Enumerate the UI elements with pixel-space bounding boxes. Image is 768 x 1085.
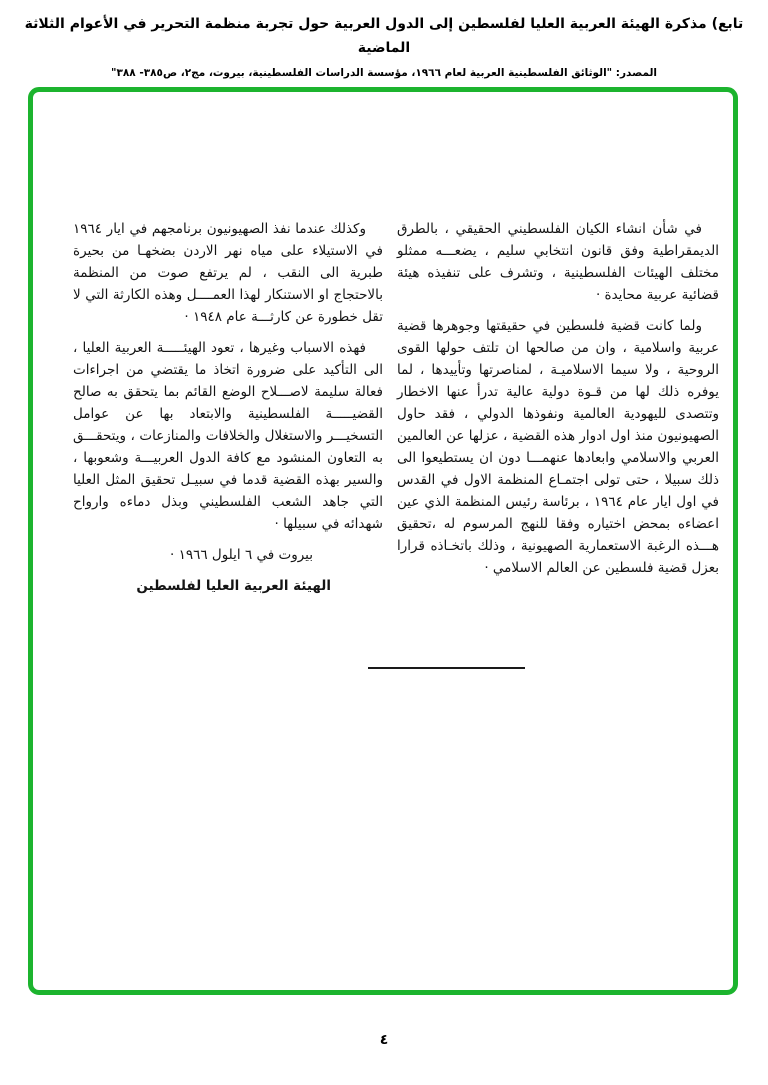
source-citation: المصدر: "الوثائق الفلسطينية العربية لعام ١٩٦٦، مؤسسة الدراسات الفلسطينية، بيروت، مج٢، ص٣٨٥- ٣٨٨"	[110, 67, 658, 79]
signature-line: الهيئة العربية العليا لفلسطين	[136, 578, 331, 594]
paragraph-left-1: وكذلك عندما نفذ الصهيونيون برنامجهم في ايار ١٩٦٤ في الاستيلاء على مياه نهر الاردن بضخهـا من بحيرة طبرية الى النقب ، لم يرتفع صوت من المنظمة بالاحتجاج او الاستنكار لهذا العمــــل وهذه الكارثة التي لا تقل خطورة عن كارثـــة عام ١٩٤٨ ·	[73, 221, 383, 325]
document-border-frame	[28, 87, 738, 995]
paragraph-right-2: ولما كانت قضية فلسطين في حقيقتها وجوهرها قضية عربية واسلامية ، وان من صالحها ان تلتف حولها القوى الروحية ، ولا سيما الاسلاميـة ، لمناصرتها وتأييدها ، لما يوفره ذلك لها من قـوة دولية عالية تدرأ عنها الاخطار وتتصدى لليهودية العالمية ونفوذها الدولي ، فقد حاول الصهيونيون منذ اول ادوار هذه القضية ، عزلها عن العالمين العربي والاسلامي وابعادها عنهمـــا دون ان يستطيعوا الى ذلك سبيلا ، حتى تولى اجتمـاع المنظمة الاول في القدس في اول ايار عام ١٩٦٤ ، برئاسة رئيس المنظمة الذي عين اعضاءه بمحض اختياره وفقا للنهج المرسوم له ،تحقيق هـــذه الرغبة الاستعمارية الصهيونية ، وذلك باتخـاذه قرارا بعزل قضية فلسطين عن العالم الاسلامي ·	[397, 318, 719, 576]
section-divider-line	[368, 667, 525, 669]
paragraph-left-2: فهذه الاسباب وغيرها ، تعود الهيئـــــة العربية العليا ، الى التأكيد على ضرورة اتخاذ ما يقتضي من اجراءات فعالة سليمة لاصـــلاح الوضع القائم بما يتحقق به صالح القضيـــــة الفلسطينية والابتعاد بها عن عوامل التسخيـــر والاستغلال والخلافات والمنازعات ، ويتحقـــق به التعاون المنشود مع كافة الدول العربيـــة وشعوبها ، والسير بهذه القضية قدما في سبيـل تحقيق المثل العليا التي جاهد الشعب الفلسطيني وبذل دماءه وارواح شهدائه في سبيلها ·	[73, 340, 383, 532]
two-column-text-area	[33, 218, 733, 606]
date-line: بيروت في ٦ ايلول ١٩٦٦ ·	[169, 547, 313, 563]
right-text-column	[397, 218, 719, 606]
page-number: ٤	[379, 1032, 389, 1048]
page-header	[0, 12, 768, 81]
paragraph-right-1: في شأن انشاء الكيان الفلسطيني الحقيقي ، بالطرق الديمقراطية وفق قانون انتخابي سليم ، يضعـــه ممثلو مختلف الهيئات الفلسطينية ، وتشرف على تنفيذه هيئة قضائية عربية محايدة ·	[397, 221, 719, 303]
document-title: تابع) مذكرة الهيئة العربية العليا لفلسطين إلى الدول العربية حول تجربة منظمة التحرير في الأعوام الثلاثة الماضية	[24, 16, 744, 56]
left-text-column	[73, 218, 383, 606]
